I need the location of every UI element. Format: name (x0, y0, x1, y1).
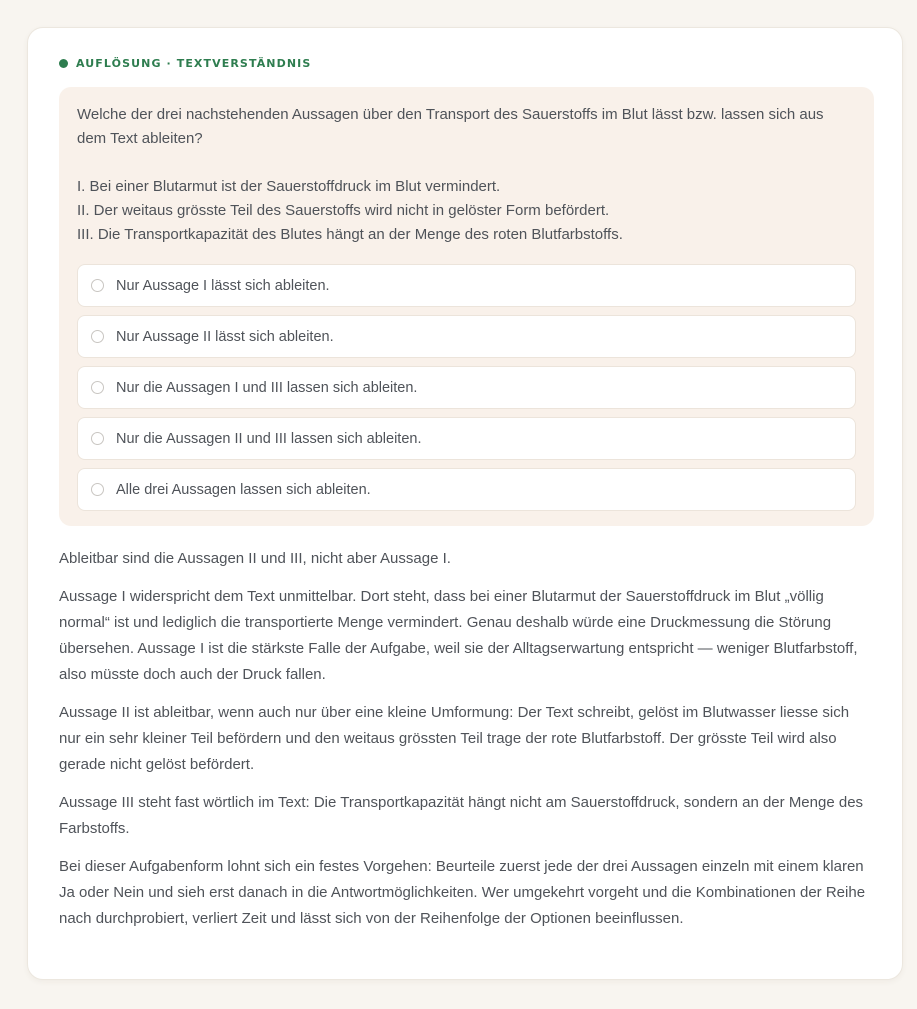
explanation-summary: Ableitbar sind die Aussagen II und III, nicht aber Aussage I. (59, 550, 451, 567)
answer-option-label: Nur die Aussagen I und III lassen sich ableiten. (116, 379, 418, 396)
section-tag-label: AUFLÖSUNG · TEXTVERSTÄNDNIS (76, 57, 312, 70)
radio-unchecked-icon[interactable] (91, 432, 104, 445)
answer-option-3[interactable] (77, 366, 856, 409)
statement-3: III. Die Transportkapazität des Blutes hängt an der Menge des roten Blutfarbstoffs. (77, 226, 623, 243)
statement-2: II. Der weitaus grösste Teil des Sauerstoffs wird nicht in gelöster Form befördert. (77, 202, 610, 219)
answer-options (77, 264, 856, 511)
answer-option-label: Nur die Aussagen II und III lassen sich ableiten. (116, 430, 422, 447)
question-statements (77, 175, 856, 247)
question-box (59, 87, 874, 526)
answer-option-5[interactable] (77, 468, 856, 511)
explanation-statement-2: Aussage II ist ableitbar, wenn auch nur über eine kleine Umformung: Der Text schreibt, gelöst im Blutwasser liesse sich nur ein sehr kleiner Teil befördern und den weitaus grössten Teil trage der rote Blutfarbstoff. Der grösste Teil wird also gerade nicht gelöst befördert. (59, 704, 850, 773)
answer-option-label: Nur Aussage I lässt sich ableiten. (116, 277, 330, 294)
answer-option-1[interactable] (77, 264, 856, 307)
radio-unchecked-icon[interactable] (91, 279, 104, 292)
explanation-text (59, 546, 874, 944)
section-tag (59, 57, 311, 70)
answer-option-label: Nur Aussage II lässt sich ableiten. (116, 328, 334, 345)
answer-option-label: Alle drei Aussagen lassen sich ableiten. (116, 481, 371, 498)
answer-option-2[interactable] (77, 315, 856, 358)
radio-unchecked-icon[interactable] (91, 381, 104, 394)
explanation-strategy: Bei dieser Aufgabenform lohnt sich ein festes Vorgehen: Beurteile zuerst jede der drei Aussagen einzeln mit einem klaren Ja oder Nein und sieh erst danach in die Antwortmöglichkeiten. Wer umgekehrt vorgeht und die Kombinationen der Reihe nach durchprobiert, verliert Zeit und lässt sich von der Reihenfolge der Optionen beeinflussen. (59, 858, 866, 927)
radio-unchecked-icon[interactable] (91, 330, 104, 343)
answer-option-4[interactable] (77, 417, 856, 460)
question-intro: Welche der drei nachstehenden Aussagen über den Transport des Sauerstoffs im Blut lässt bzw. lassen sich aus dem Text ableiten? (77, 106, 824, 147)
radio-unchecked-icon[interactable] (91, 483, 104, 496)
explanation-statement-1: Aussage I widerspricht dem Text unmittelbar. Dort steht, dass bei einer Blutarmut der Sauerstoffdruck im Blut „völlig normal“ ist und lediglich die transportierte Menge vermindert. Genau deshalb würde eine Druckmessung die Störung übersehen. Aussage I ist die stärkste Falle der Aufgabe, weil sie der Alltagserwartung entspricht — weniger Blutfarbstoff, also müsste doch auch der Druck fallen. (59, 588, 858, 683)
statement-1: I. Bei einer Blutarmut ist der Sauerstoffdruck im Blut vermindert. (77, 178, 501, 195)
status-dot-icon (59, 59, 68, 68)
explanation-statement-3: Aussage III steht fast wörtlich im Text: Die Transportkapazität hängt nicht am Sauerstoffdruck, sondern an der Menge des Farbstoffs. (59, 794, 864, 837)
solution-card (27, 27, 903, 980)
